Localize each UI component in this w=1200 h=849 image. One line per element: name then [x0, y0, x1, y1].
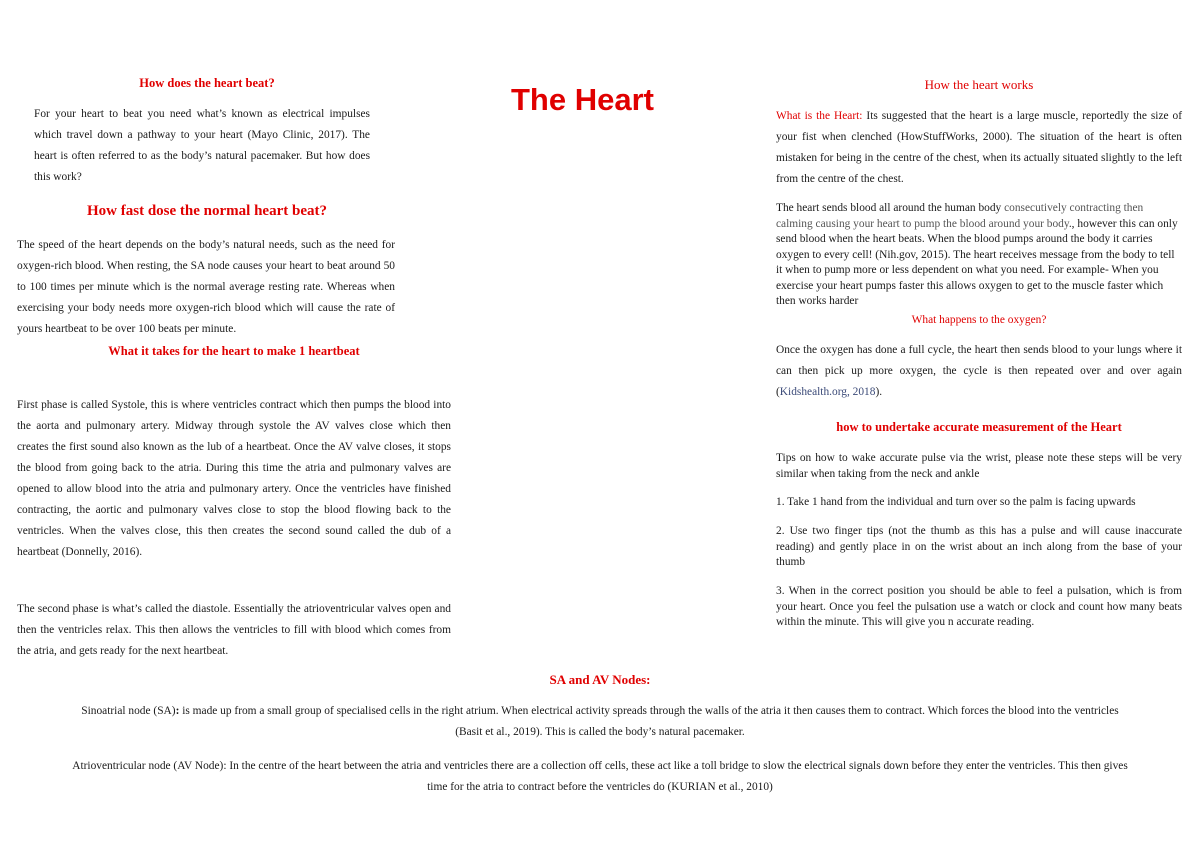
- oxygen-text-start: Once the oxygen has done a full cycle, the heart then sends blood to your lungs where it can then pick up more oxygen, the cycle is then repeated over and over again (: [776, 344, 1182, 398]
- oxygen-reference: Kidshealth.org, 2018: [779, 386, 876, 398]
- what-is-heart-paragraph: [776, 106, 1182, 190]
- nodes-heading: SA and AV Nodes:: [549, 672, 651, 687]
- sa-node-paragraph: [70, 701, 1130, 743]
- circulation-text-end: ., however this can only send blood when the heart beats. When the blood pumps around the body it carries oxygen to every cell! (Nih.gov, 2015). The heart receives message from the body to tell it when to pump more or less dependent on what you need. For example- When you exercise your heart pumps faster this allows oxygen to get to the muscle faster which then works harder: [776, 217, 1178, 307]
- pulse-step-1: 1. Take 1 hand from the individual and turn over so the palm is facing upwards: [776, 496, 1136, 508]
- pulse-tips-text: Tips on how to wake accurate pulse via the wrist, please note these steps will be very similar when taking from the neck and ankle: [776, 452, 1182, 480]
- page-title: The Heart: [511, 82, 654, 117]
- heart-rate-text: The speed of the heart depends on the body’s natural needs, such as the need for oxygen-rich blood. When resting, the SA node causes your heart to beat around 50 to 100 times per minute which is the normal average resting rate. Whereas when exercising your body needs more oxygen-rich blood which will cause the rate of yours heartbeat to be over 100 beats per minute.: [17, 239, 395, 335]
- sa-node-text: is made up from a small group of specialised cells in the right atrium. When electrical activity spreads through the walls of the atria it then causes them to contract. Which forces the blood into the ventricles (Basit et al., 2019). This is called the body’s natural pacemaker.: [179, 705, 1119, 738]
- heart-rate-heading: How fast dose the normal heart beat?: [87, 203, 327, 219]
- heart-beat-heading: How does the heart beat?: [139, 76, 275, 90]
- heart-beat-text: For your heart to beat you need what’s known as electrical impulses which travel down a pathway to your heart (Mayo Clinic, 2017). The heart is often referred to as the body’s natural pacemaker. But how does this work?: [34, 108, 370, 183]
- pulse-step-2: 2. Use two finger tips (not the thumb as this has a pulse and will cause inaccurate reading) and gently place in on the wrist about an inch along from the base of your thumb: [776, 525, 1182, 568]
- heart-works-heading: How the heart works: [924, 77, 1034, 92]
- pulse-step-3: 3. When in the correct position you should be able to feel a pulsation, which is from your heart. Once you feel the pulsation use a watch or clock and count how many beats within the minute. This will give you n accurate reading.: [776, 585, 1182, 628]
- diastole-text: The second phase is what’s called the diastole. Essentially the atrioventricular valves open and then the ventricles relax. This then allows the ventricles to fill with blood which comes from the atria, and gets ready for the next heartbeat.: [17, 603, 451, 657]
- blood-circulation-paragraph: [776, 201, 1182, 310]
- circulation-text-highlight: consecutively contracting then calming causing your heart to pump the blood around your body: [776, 202, 1144, 230]
- oxygen-text-end: ).: [875, 386, 883, 398]
- sa-node-colon: :: [175, 705, 180, 717]
- oxygen-heading: What happens to the oxygen?: [911, 314, 1047, 326]
- systole-text: First phase is called Systole, this is where ventricles contract which then pumps the blood into the aorta and pulmonary artery. Midway through systole the AV valves close which then creates the first sound also known as the lub of a heartbeat. Once the AV valve closes, it stops the blood from going back to the atria. During this time the atria and pulmonary valves are opened to allow blood into the atria and pulmonary artery. Once the ventricles have finished contracting, the aortic and pulmonary valves close to stop the blood flowing back to the ventricles. When the valves close, this then creates the second sound called the dub of a heartbeat (Donnelly, 2016).: [17, 399, 451, 558]
- measurement-heading: how to undertake accurate measurement of the Heart: [836, 420, 1122, 434]
- heartbeat-phases-heading: What it takes for the heart to make 1 heartbeat: [108, 344, 360, 358]
- what-is-heart-label: What is the Heart:: [776, 110, 863, 122]
- av-node-paragraph: Atrioventricular node (AV Node): In the centre of the heart between the atria and ventricles there are a collection off cells, these act like a toll bridge to slow the electrical signals down before they enter the ventricles. This then gives time for the atria to contract before the ventricles do (KURIAN et al., 2010): [72, 760, 1128, 793]
- oxygen-paragraph: [776, 340, 1182, 403]
- sa-node-label: Sinoatrial node (SA): [81, 705, 176, 717]
- what-is-heart-text: Its suggested that the heart is a large muscle, reportedly the size of your fist when clenched (HowStuffWorks, 2000). The situation of the heart is often mistaken for being in the centre of the chest, when its actually situated slightly to the left from the centre of the chest.: [776, 110, 1183, 185]
- circulation-text-start: The heart sends blood all around the human body: [776, 202, 1005, 214]
